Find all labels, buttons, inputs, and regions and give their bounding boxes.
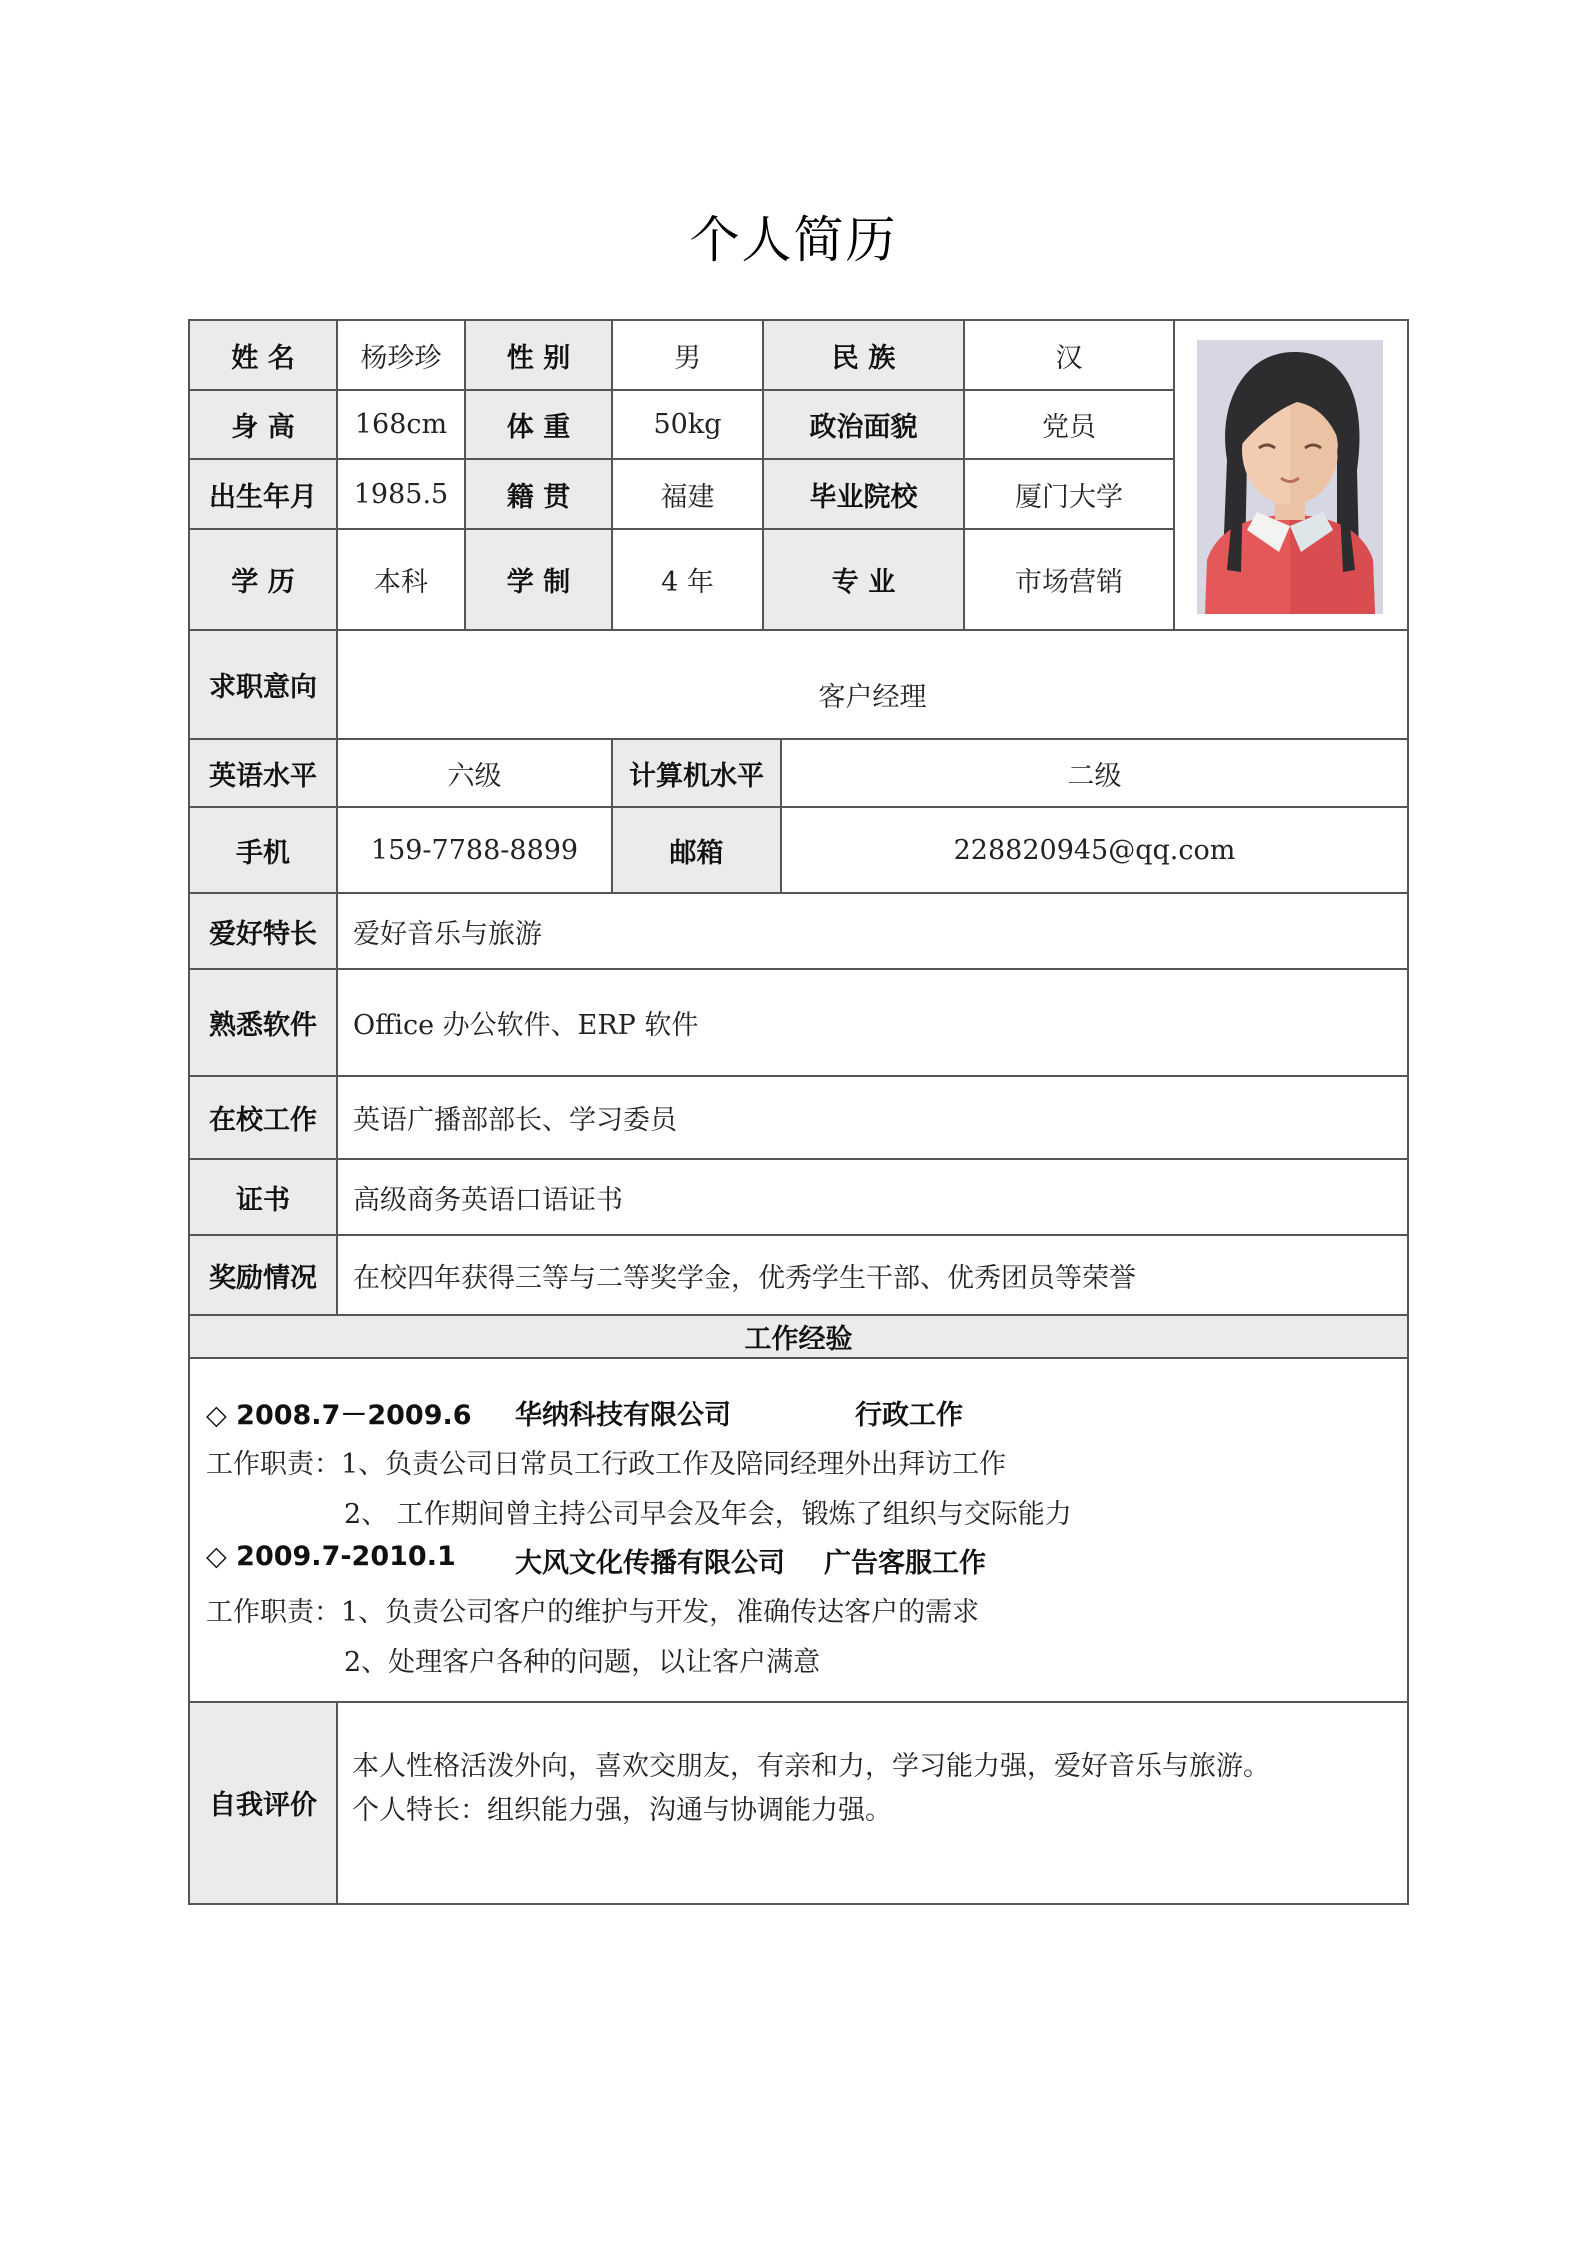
height-label: 身 高 xyxy=(189,390,337,459)
edu-value: 本科 xyxy=(374,567,428,598)
exp1-company: 华纳科技有限公司 xyxy=(515,1400,731,1431)
phone-value: 159-7788-8899 xyxy=(370,834,579,866)
certificate-label: 证书 xyxy=(189,1159,337,1235)
self-eval-label: 自我评价 xyxy=(189,1702,337,1903)
experience-header: 工作经验 xyxy=(189,1315,1408,1358)
grid-line xyxy=(611,319,613,631)
self-eval-text xyxy=(352,1745,1270,1833)
exp2-period: ◇ 2009.7-2010.1 xyxy=(206,1541,456,1572)
exp2-duty2: 2、处理客户各种的问题，以让客户满意 xyxy=(344,1647,821,1678)
self-eval-line-2: 个人特长：组织能力强，沟通与协调能力强。 xyxy=(352,1795,892,1826)
grid-line xyxy=(1173,319,1175,631)
table-border-left xyxy=(188,319,190,1905)
phone-label: 手机 xyxy=(189,807,337,893)
grid-line xyxy=(188,1357,1409,1359)
birth-label: 出生年月 xyxy=(189,459,337,529)
grid-line xyxy=(188,968,1409,970)
exp1-duty2: 2、 工作期间曾主持公司早会及年会，锻炼了组织与交际能力 xyxy=(344,1499,1072,1530)
school-value: 厦门大学 xyxy=(1015,481,1123,513)
grid-line xyxy=(963,319,965,631)
table-border-right xyxy=(1407,319,1409,1905)
weight-value: 50kg xyxy=(653,409,722,440)
table-border-bottom xyxy=(188,1903,1409,1905)
exp1-period: ◇ 2008.7－2009.6 xyxy=(206,1400,472,1431)
gender-value: 男 xyxy=(674,342,701,374)
table-border-top xyxy=(188,319,1409,321)
origin-value: 福建 xyxy=(660,481,715,513)
grid-line xyxy=(188,892,1409,894)
height-value: 168cm xyxy=(354,409,448,440)
grid-line xyxy=(188,1314,1409,1316)
self-eval-line-1: 本人性格活泼外向，喜欢交朋友，有亲和力，学习能力强，爱好音乐与旅游。 xyxy=(352,1751,1270,1782)
computer-label: 计算机水平 xyxy=(612,739,781,807)
political-label: 政治面貌 xyxy=(763,390,964,459)
school-work-value: 英语广播部部长、学习委员 xyxy=(353,1105,677,1136)
computer-value: 二级 xyxy=(1067,760,1122,792)
name-value: 杨珍珍 xyxy=(360,342,442,374)
grid-line xyxy=(188,1158,1409,1160)
weight-label: 体 重 xyxy=(465,390,612,459)
grid-line xyxy=(336,1701,338,1904)
exp2-duty1: 工作职责：1、负责公司客户的维护与开发，准确传达客户的需求 xyxy=(206,1597,980,1628)
grid-line xyxy=(188,806,1409,808)
exp1-duty1: 工作职责：1、负责公司日常员工行政工作及陪同经理外出拜访工作 xyxy=(206,1449,1007,1480)
grid-line xyxy=(336,629,338,1316)
software-value: Office 办公软件、ERP 软件 xyxy=(353,1010,699,1041)
grid-line xyxy=(762,319,764,631)
awards-label: 奖励情况 xyxy=(189,1235,337,1315)
name-label: 姓 名 xyxy=(189,320,337,390)
email-value: 228820945@qq.com xyxy=(953,834,1236,866)
profile-photo xyxy=(1197,340,1383,614)
origin-label: 籍 贯 xyxy=(465,459,612,529)
duration-label: 学 制 xyxy=(465,529,612,630)
grid-line xyxy=(780,738,782,894)
grid-line xyxy=(188,629,1409,631)
grid-line xyxy=(188,1701,1409,1703)
grid-line xyxy=(464,319,466,631)
page-title: 个人简历 xyxy=(689,211,898,269)
birth-value: 1985.5 xyxy=(353,478,449,510)
grid-line xyxy=(611,738,613,894)
software-label: 熟悉软件 xyxy=(189,969,337,1076)
ethnic-value: 汉 xyxy=(1055,342,1083,374)
exp1-role: 行政工作 xyxy=(855,1400,963,1431)
english-value: 六级 xyxy=(447,760,502,792)
job-intent-label: 求职意向 xyxy=(189,630,337,739)
edu-label: 学 历 xyxy=(189,529,337,630)
avatar-girl-icon xyxy=(1197,340,1383,614)
school-label: 毕业院校 xyxy=(763,459,964,529)
certificate-value: 高级商务英语口语证书 xyxy=(353,1184,623,1216)
school-work-label: 在校工作 xyxy=(189,1076,337,1159)
grid-line xyxy=(188,1075,1409,1077)
major-value: 市场营销 xyxy=(1015,567,1123,598)
gender-label: 性 别 xyxy=(465,320,612,390)
email-label: 邮箱 xyxy=(612,807,781,893)
hobby-label: 爱好特长 xyxy=(189,893,337,969)
job-intent-value: 客户经理 xyxy=(818,682,927,713)
grid-line xyxy=(188,738,1409,740)
awards-value: 在校四年获得三等与二等奖学金，优秀学生干部、优秀团员等荣誉 xyxy=(353,1262,1136,1294)
exp2-company: 大风文化传播有限公司 xyxy=(515,1548,785,1579)
grid-line xyxy=(188,1234,1409,1236)
hobby-value: 爱好音乐与旅游 xyxy=(353,918,542,950)
grid-line xyxy=(336,319,338,631)
exp2-role: 广告客服工作 xyxy=(824,1548,986,1579)
english-label: 英语水平 xyxy=(189,739,337,807)
ethnic-label: 民 族 xyxy=(763,320,964,390)
duration-value: 4 年 xyxy=(661,567,714,598)
political-value: 党员 xyxy=(1042,412,1096,443)
major-label: 专 业 xyxy=(763,529,964,630)
